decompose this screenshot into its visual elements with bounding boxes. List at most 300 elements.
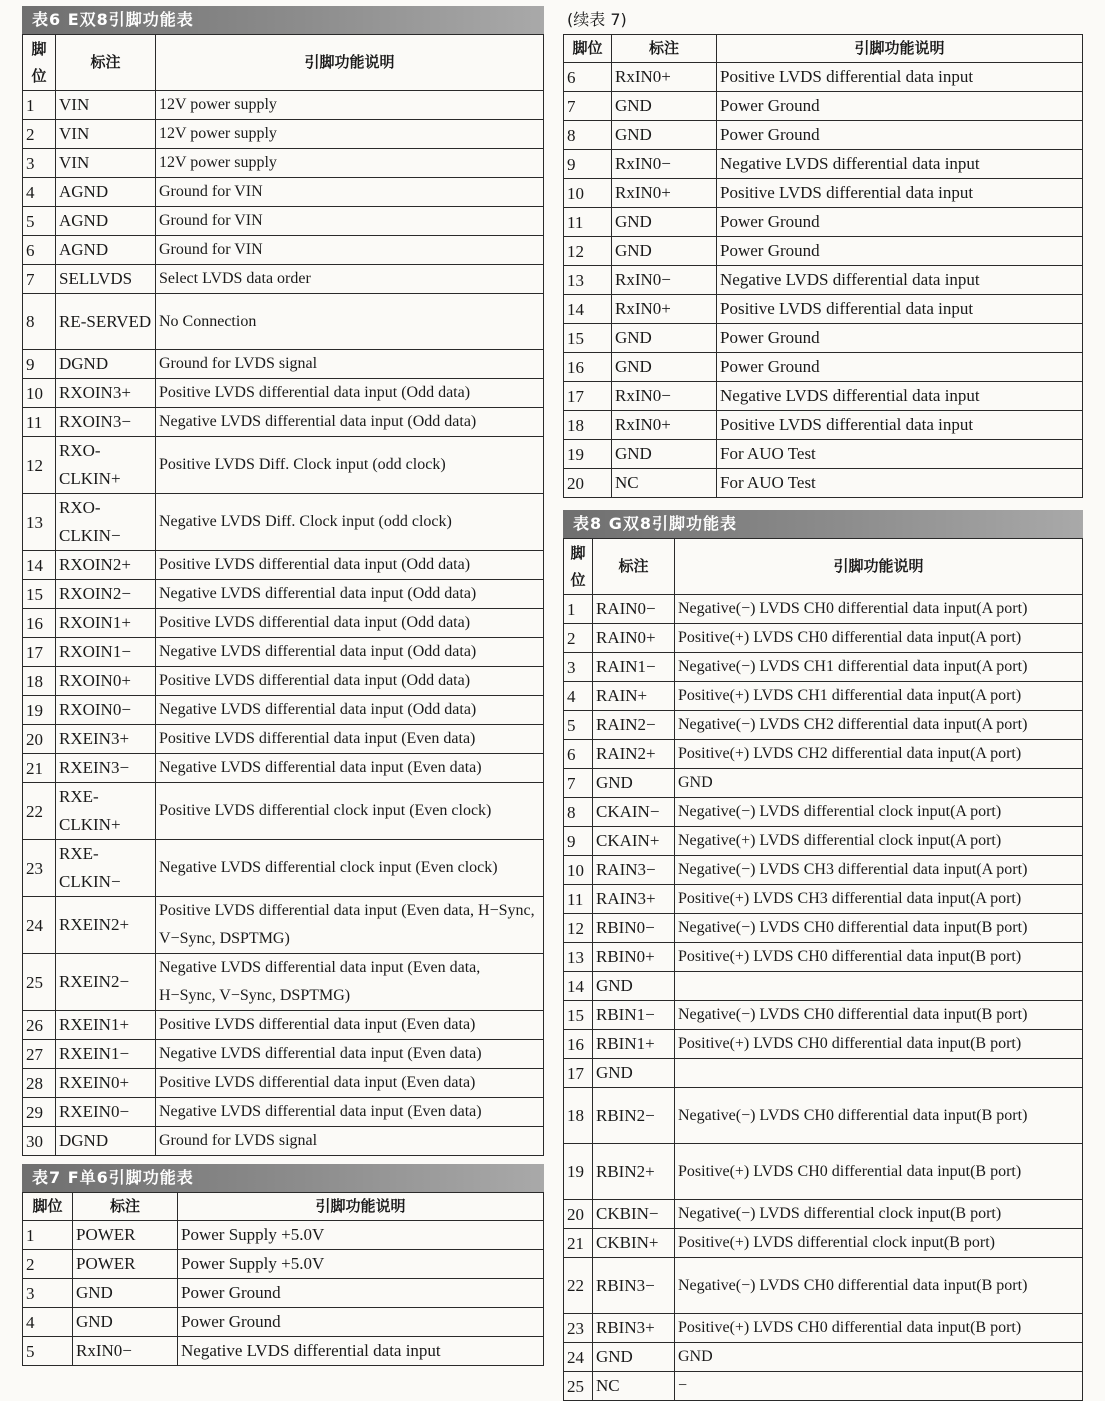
table8-cell-pin: 20 bbox=[564, 1200, 593, 1229]
table8-cell-desc bbox=[675, 972, 1083, 1001]
table7cont-cell-pin: 18 bbox=[564, 411, 612, 440]
table8-cell-desc: Positive(+) LVDS CH0 differential data input(A port) bbox=[675, 624, 1083, 653]
table6-cell-desc: Negative LVDS differential data input (Odd data) bbox=[156, 696, 544, 725]
table6-cell-desc: Positive LVDS differential data input (Even data) bbox=[156, 1069, 544, 1098]
table6-row bbox=[23, 494, 544, 551]
table7cont-cell-label: RxIN0+ bbox=[612, 179, 717, 208]
table6-cell-desc: 12V power supply bbox=[156, 149, 544, 178]
table8-cell-pin: 3 bbox=[564, 653, 593, 682]
table8-cell-desc: Positive(+) LVDS CH0 differential data input(B port) bbox=[675, 943, 1083, 972]
table7cont-row bbox=[564, 295, 1083, 324]
table6-row bbox=[23, 1011, 544, 1040]
table7cont-cell-desc: Power Ground bbox=[717, 324, 1083, 353]
table6-cell-pin: 6 bbox=[23, 236, 56, 265]
table7-cell-pin: 2 bbox=[23, 1250, 73, 1279]
table7-cell-desc: Power Ground bbox=[178, 1308, 544, 1337]
table6-cell-label: VIN bbox=[56, 149, 156, 178]
table7cont-cell-desc: Power Ground bbox=[717, 92, 1083, 121]
table7-continued-body bbox=[564, 63, 1083, 498]
table6-header-label: 标注 bbox=[56, 35, 156, 91]
table6-body bbox=[23, 91, 544, 1156]
table8-cell-label: RAIN0− bbox=[593, 595, 675, 624]
table8-cell-pin: 7 bbox=[564, 769, 593, 798]
table7-header-desc: 引脚功能说明 bbox=[178, 1193, 544, 1221]
table7-row bbox=[23, 1308, 544, 1337]
table8-cell-label: RAIN+ bbox=[593, 682, 675, 711]
table8-row bbox=[564, 1229, 1083, 1258]
table7-cell-desc: Negative LVDS differential data input bbox=[178, 1337, 544, 1366]
table8-cell-desc: Negative(+) LVDS differential clock input(A port) bbox=[675, 827, 1083, 856]
table6-cell-label: RXEIN3− bbox=[56, 754, 156, 783]
table7cont-header-desc: 引脚功能说明 bbox=[717, 35, 1083, 63]
table8-row bbox=[564, 798, 1083, 827]
table7cont-cell-desc: Power Ground bbox=[717, 208, 1083, 237]
table6-cell-pin: 12 bbox=[23, 437, 56, 494]
table8-cell-pin: 11 bbox=[564, 885, 593, 914]
table6-cell-desc: Positive LVDS differential data input (Odd data) bbox=[156, 551, 544, 580]
table8-cell-pin: 14 bbox=[564, 972, 593, 1001]
table6-cell-label: RXOIN3+ bbox=[56, 379, 156, 408]
table8-cell-pin: 22 bbox=[564, 1258, 593, 1314]
table7cont-cell-desc: Positive LVDS differential data input bbox=[717, 411, 1083, 440]
table6-cell-pin: 29 bbox=[23, 1098, 56, 1127]
table6-cell-label: RXOIN2− bbox=[56, 580, 156, 609]
table8-cell-desc: Negative(−) LVDS CH3 differential data input(A port) bbox=[675, 856, 1083, 885]
table7cont-cell-desc: For AUO Test bbox=[717, 440, 1083, 469]
table6-cell-label: RXEIN0+ bbox=[56, 1069, 156, 1098]
table7cont-cell-desc: Power Ground bbox=[717, 121, 1083, 150]
table7-cell-label: POWER bbox=[73, 1221, 178, 1250]
table6-cell-label: RXOIN1+ bbox=[56, 609, 156, 638]
table6-cell-desc: Ground for VIN bbox=[156, 207, 544, 236]
table6-cell-desc: 12V power supply bbox=[156, 120, 544, 149]
table8-row bbox=[564, 1088, 1083, 1144]
table7cont-cell-pin: 17 bbox=[564, 382, 612, 411]
table7cont-cell-label: NC bbox=[612, 469, 717, 498]
table8-row bbox=[564, 1059, 1083, 1088]
table6-cell-pin: 27 bbox=[23, 1040, 56, 1069]
table7-row bbox=[23, 1337, 544, 1366]
table7cont-cell-label: RxIN0− bbox=[612, 266, 717, 295]
table8-cell-label: RBIN3− bbox=[593, 1258, 675, 1314]
table8-row bbox=[564, 653, 1083, 682]
table8-cell-desc: Negative(−) LVDS CH0 differential data input(B port) bbox=[675, 1258, 1083, 1314]
table8-cell-pin: 24 bbox=[564, 1343, 593, 1372]
table7-cell-pin: 3 bbox=[23, 1279, 73, 1308]
table8-cell-desc: Negative(−) LVDS CH1 differential data input(A port) bbox=[675, 653, 1083, 682]
table7-title: 表7 F单6引脚功能表 bbox=[22, 1164, 544, 1192]
table6-row bbox=[23, 609, 544, 638]
table7cont-cell-label: RxIN0+ bbox=[612, 63, 717, 92]
table6-row bbox=[23, 1040, 544, 1069]
table6-cell-pin: 24 bbox=[23, 897, 56, 954]
table8-cell-label: RBIN3+ bbox=[593, 1314, 675, 1343]
table6-cell-pin: 17 bbox=[23, 638, 56, 667]
table8-cell-pin: 10 bbox=[564, 856, 593, 885]
table8-row bbox=[564, 1030, 1083, 1059]
table7cont-cell-pin: 11 bbox=[564, 208, 612, 237]
table6-row bbox=[23, 236, 544, 265]
table8-cell-pin: 19 bbox=[564, 1144, 593, 1200]
table7cont-row bbox=[564, 92, 1083, 121]
table7cont-cell-desc: Power Ground bbox=[717, 353, 1083, 382]
table6-row bbox=[23, 91, 544, 120]
table6-row bbox=[23, 350, 544, 379]
table6-cell-desc: Positive LVDS differential data input (Odd data) bbox=[156, 609, 544, 638]
table8-cell-desc: Positive(+) LVDS CH1 differential data input(A port) bbox=[675, 682, 1083, 711]
table6-cell-label: DGND bbox=[56, 1127, 156, 1156]
table7cont-cell-pin: 14 bbox=[564, 295, 612, 324]
table6-cell-label: RXEIN2− bbox=[56, 954, 156, 1011]
table6-cell-pin: 15 bbox=[23, 580, 56, 609]
table7cont-row bbox=[564, 63, 1083, 92]
table8-cell-desc: Negative(−) LVDS CH0 differential data input(A port) bbox=[675, 595, 1083, 624]
table8-cell-pin: 15 bbox=[564, 1001, 593, 1030]
table6-cell-pin: 22 bbox=[23, 783, 56, 840]
table6 bbox=[22, 34, 544, 1156]
table7-row bbox=[23, 1221, 544, 1250]
table7-cell-label: RxIN0− bbox=[73, 1337, 178, 1366]
table8-cell-pin: 12 bbox=[564, 914, 593, 943]
table7cont-cell-label: GND bbox=[612, 237, 717, 266]
table7cont-cell-desc: For AUO Test bbox=[717, 469, 1083, 498]
table7cont-cell-desc: Negative LVDS differential data input bbox=[717, 150, 1083, 179]
table7cont-header-label: 标注 bbox=[612, 35, 717, 63]
table8-cell-pin: 16 bbox=[564, 1030, 593, 1059]
table7-cell-label: POWER bbox=[73, 1250, 178, 1279]
table6-cell-label: RXEIN1+ bbox=[56, 1011, 156, 1040]
table6-cell-pin: 19 bbox=[23, 696, 56, 725]
table7cont-cell-label: GND bbox=[612, 324, 717, 353]
table6-cell-pin: 26 bbox=[23, 1011, 56, 1040]
table8-cell-label: GND bbox=[593, 1059, 675, 1088]
table6-cell-pin: 28 bbox=[23, 1069, 56, 1098]
table6-cell-pin: 4 bbox=[23, 178, 56, 207]
table6-cell-desc: Negative LVDS differential data input (Odd data) bbox=[156, 408, 544, 437]
table6-row bbox=[23, 551, 544, 580]
table6-cell-label: RXOIN0− bbox=[56, 696, 156, 725]
table8-row bbox=[564, 624, 1083, 653]
table6-row bbox=[23, 897, 544, 954]
table8-cell-label: RAIN2+ bbox=[593, 740, 675, 769]
table8-cell-desc: Negative(−) LVDS CH2 differential data input(A port) bbox=[675, 711, 1083, 740]
table7cont-cell-desc: Positive LVDS differential data input bbox=[717, 179, 1083, 208]
table8-cell-label: RAIN3− bbox=[593, 856, 675, 885]
table6-cell-desc: 12V power supply bbox=[156, 91, 544, 120]
table6-cell-pin: 23 bbox=[23, 840, 56, 897]
table6-cell-desc: No Connection bbox=[156, 294, 544, 350]
table6-cell-label: RXOIN0+ bbox=[56, 667, 156, 696]
table6-cell-pin: 2 bbox=[23, 120, 56, 149]
table6-title: 表6 E双8引脚功能表 bbox=[22, 6, 544, 34]
table6-row bbox=[23, 1098, 544, 1127]
table7cont-row bbox=[564, 353, 1083, 382]
table7cont-row bbox=[564, 237, 1083, 266]
table6-cell-desc: Positive LVDS differential data input (Odd data) bbox=[156, 379, 544, 408]
table6-cell-pin: 8 bbox=[23, 294, 56, 350]
table6-row bbox=[23, 437, 544, 494]
table7-cell-pin: 5 bbox=[23, 1337, 73, 1366]
table6-cell-label: RXE-CLKIN− bbox=[56, 840, 156, 897]
table7-header-pin: 脚位 bbox=[23, 1193, 73, 1221]
table8-row bbox=[564, 682, 1083, 711]
table8-cell-pin: 1 bbox=[564, 595, 593, 624]
table8-cell-desc: Negative(−) LVDS differential clock input(A port) bbox=[675, 798, 1083, 827]
table8-cell-label: RAIN0+ bbox=[593, 624, 675, 653]
table7cont-cell-label: RxIN0− bbox=[612, 150, 717, 179]
table8-cell-label: CKBIN+ bbox=[593, 1229, 675, 1258]
table6-cell-desc: Negative LVDS differential data input (Even data) bbox=[156, 1098, 544, 1127]
table8-cell-label: GND bbox=[593, 769, 675, 798]
table7cont-cell-pin: 12 bbox=[564, 237, 612, 266]
table8-row bbox=[564, 885, 1083, 914]
table6-cell-desc: Negative LVDS differential data input (Odd data) bbox=[156, 638, 544, 667]
table7cont-row bbox=[564, 411, 1083, 440]
table8-row bbox=[564, 711, 1083, 740]
table7-continued-title: (续表 7) bbox=[567, 10, 627, 29]
table7cont-row bbox=[564, 382, 1083, 411]
table8-cell-desc: Positive(+) LVDS CH0 differential data input(B port) bbox=[675, 1314, 1083, 1343]
table8-cell-desc: GND bbox=[675, 769, 1083, 798]
table8-row bbox=[564, 827, 1083, 856]
table8-cell-desc: Negative(−) LVDS CH0 differential data input(B port) bbox=[675, 914, 1083, 943]
table8-header-desc: 引脚功能说明 bbox=[675, 539, 1083, 595]
table6-row bbox=[23, 178, 544, 207]
table8-row bbox=[564, 856, 1083, 885]
table7cont-cell-label: GND bbox=[612, 353, 717, 382]
table7cont-cell-label: GND bbox=[612, 121, 717, 150]
table6-cell-pin: 10 bbox=[23, 379, 56, 408]
table8-cell-desc: Positive(+) LVDS CH3 differential data input(A port) bbox=[675, 885, 1083, 914]
table7cont-row bbox=[564, 150, 1083, 179]
table6-cell-pin: 21 bbox=[23, 754, 56, 783]
table6-row bbox=[23, 696, 544, 725]
table6-row bbox=[23, 638, 544, 667]
table6-cell-desc: Positive LVDS differential data input (Even data) bbox=[156, 1011, 544, 1040]
table8-cell-pin: 8 bbox=[564, 798, 593, 827]
table6-row bbox=[23, 379, 544, 408]
table8-cell-label: CKAIN− bbox=[593, 798, 675, 827]
table8-cell-desc: − bbox=[675, 1372, 1083, 1401]
table6-cell-label: VIN bbox=[56, 120, 156, 149]
table8-cell-pin: 4 bbox=[564, 682, 593, 711]
table6-cell-pin: 11 bbox=[23, 408, 56, 437]
table6-row bbox=[23, 1069, 544, 1098]
table6-cell-desc: Positive LVDS differential data input (Odd data) bbox=[156, 667, 544, 696]
table8-cell-desc: Negative(−) LVDS differential clock input(B port) bbox=[675, 1200, 1083, 1229]
table6-cell-pin: 20 bbox=[23, 725, 56, 754]
table6-cell-label: RXEIN3+ bbox=[56, 725, 156, 754]
table8-cell-pin: 6 bbox=[564, 740, 593, 769]
table8-header-pin: 脚位 bbox=[564, 539, 593, 595]
table6-row bbox=[23, 754, 544, 783]
table6-cell-desc: Negative LVDS differential clock input (Even clock) bbox=[156, 840, 544, 897]
table8-body bbox=[564, 595, 1083, 1401]
table8-cell-label: RAIN2− bbox=[593, 711, 675, 740]
table8-row bbox=[564, 595, 1083, 624]
table6-cell-label: RXO-CLKIN− bbox=[56, 494, 156, 551]
table8-row bbox=[564, 1372, 1083, 1401]
table6-row bbox=[23, 408, 544, 437]
table6-cell-pin: 1 bbox=[23, 91, 56, 120]
table6-cell-label: AGND bbox=[56, 178, 156, 207]
right-column bbox=[563, 6, 1083, 1401]
table7cont-cell-desc: Positive LVDS differential data input bbox=[717, 295, 1083, 324]
table6-cell-pin: 5 bbox=[23, 207, 56, 236]
table8-cell-pin: 5 bbox=[564, 711, 593, 740]
table6-row bbox=[23, 580, 544, 609]
table8-row bbox=[564, 1314, 1083, 1343]
table6-cell-label: RXEIN0− bbox=[56, 1098, 156, 1127]
table7cont-cell-label: GND bbox=[612, 208, 717, 237]
table7cont-cell-pin: 8 bbox=[564, 121, 612, 150]
table8-cell-label: RBIN1+ bbox=[593, 1030, 675, 1059]
table8-cell-desc: Positive(+) LVDS differential clock input(B port) bbox=[675, 1229, 1083, 1258]
table6-row bbox=[23, 294, 544, 350]
table8-row bbox=[564, 740, 1083, 769]
table6-cell-pin: 14 bbox=[23, 551, 56, 580]
table7-cell-label: GND bbox=[73, 1308, 178, 1337]
table7cont-cell-pin: 10 bbox=[564, 179, 612, 208]
table6-cell-desc: Ground for LVDS signal bbox=[156, 1127, 544, 1156]
table6-row bbox=[23, 265, 544, 294]
table7-cell-pin: 1 bbox=[23, 1221, 73, 1250]
table8-cell-label: RAIN1− bbox=[593, 653, 675, 682]
table7-row bbox=[23, 1250, 544, 1279]
table8-cell-label: RBIN1− bbox=[593, 1001, 675, 1030]
table8-cell-desc: GND bbox=[675, 1343, 1083, 1372]
table6-cell-desc: Select LVDS data order bbox=[156, 265, 544, 294]
table6-cell-pin: 9 bbox=[23, 350, 56, 379]
table8-row bbox=[564, 1258, 1083, 1314]
table6-cell-label: RXOIN3− bbox=[56, 408, 156, 437]
table6-cell-pin: 30 bbox=[23, 1127, 56, 1156]
table7-body bbox=[23, 1221, 544, 1366]
table8-row bbox=[564, 1343, 1083, 1372]
table6-cell-desc: Ground for VIN bbox=[156, 236, 544, 265]
table8-row bbox=[564, 1200, 1083, 1229]
table8-cell-label: CKBIN− bbox=[593, 1200, 675, 1229]
table8-cell-desc: Positive(+) LVDS CH0 differential data input(B port) bbox=[675, 1030, 1083, 1059]
table7-continued bbox=[563, 34, 1083, 498]
table8-cell-pin: 21 bbox=[564, 1229, 593, 1258]
table8-row bbox=[564, 943, 1083, 972]
table7-cell-pin: 4 bbox=[23, 1308, 73, 1337]
table6-row bbox=[23, 120, 544, 149]
table7cont-cell-pin: 19 bbox=[564, 440, 612, 469]
table6-row bbox=[23, 207, 544, 236]
table6-row bbox=[23, 1127, 544, 1156]
table6-cell-pin: 25 bbox=[23, 954, 56, 1011]
table8-cell-pin: 23 bbox=[564, 1314, 593, 1343]
table6-cell-desc: Negative LVDS differential data input (Even data, H−Sync, V−Sync, DSPTMG) bbox=[156, 954, 544, 1011]
table8-cell-label: RBIN2− bbox=[593, 1088, 675, 1144]
table8 bbox=[563, 538, 1083, 1401]
table7-header-label: 标注 bbox=[73, 1193, 178, 1221]
table8-row bbox=[564, 972, 1083, 1001]
table6-header-desc: 引脚功能说明 bbox=[156, 35, 544, 91]
table8-cell-label: CKAIN+ bbox=[593, 827, 675, 856]
table6-row bbox=[23, 783, 544, 840]
table7cont-cell-label: RxIN0− bbox=[612, 382, 717, 411]
table8-title: 表8 G双8引脚功能表 bbox=[563, 510, 1083, 538]
table8-cell-desc: Negative(−) LVDS CH0 differential data input(B port) bbox=[675, 1088, 1083, 1144]
table7cont-row bbox=[564, 324, 1083, 353]
table6-cell-pin: 7 bbox=[23, 265, 56, 294]
table7cont-header-pin: 脚位 bbox=[564, 35, 612, 63]
table6-row bbox=[23, 954, 544, 1011]
table8-cell-label: RBIN0− bbox=[593, 914, 675, 943]
table7-cell-label: GND bbox=[73, 1279, 178, 1308]
table6-cell-desc: Positive LVDS differential data input (Even data, H−Sync, V−Sync, DSPTMG) bbox=[156, 897, 544, 954]
table6-cell-pin: 16 bbox=[23, 609, 56, 638]
table6-cell-desc: Negative LVDS Diff. Clock input (odd clock) bbox=[156, 494, 544, 551]
table7cont-cell-pin: 16 bbox=[564, 353, 612, 382]
table8-row bbox=[564, 1144, 1083, 1200]
table6-cell-label: RXOIN1− bbox=[56, 638, 156, 667]
table8-header-label: 标注 bbox=[593, 539, 675, 595]
table7cont-row bbox=[564, 440, 1083, 469]
table6-cell-desc: Ground for LVDS signal bbox=[156, 350, 544, 379]
table7cont-cell-pin: 20 bbox=[564, 469, 612, 498]
table7cont-cell-desc: Negative LVDS differential data input bbox=[717, 382, 1083, 411]
table8-row bbox=[564, 769, 1083, 798]
table8-row bbox=[564, 1001, 1083, 1030]
table7-cell-desc: Power Supply +5.0V bbox=[178, 1250, 544, 1279]
table6-cell-label: RXOIN2+ bbox=[56, 551, 156, 580]
table8-cell-desc: Negative(−) LVDS CH0 differential data input(B port) bbox=[675, 1001, 1083, 1030]
table7cont-cell-label: GND bbox=[612, 440, 717, 469]
table7cont-row bbox=[564, 121, 1083, 150]
table7cont-cell-pin: 15 bbox=[564, 324, 612, 353]
table8-cell-pin: 25 bbox=[564, 1372, 593, 1401]
table7cont-cell-pin: 13 bbox=[564, 266, 612, 295]
table6-cell-label: RXEIN2+ bbox=[56, 897, 156, 954]
table6-cell-label: VIN bbox=[56, 91, 156, 120]
table7cont-cell-desc: Negative LVDS differential data input bbox=[717, 266, 1083, 295]
table6-cell-label: DGND bbox=[56, 350, 156, 379]
table7cont-cell-label: GND bbox=[612, 92, 717, 121]
table6-cell-label: SELLVDS bbox=[56, 265, 156, 294]
table7cont-row bbox=[564, 208, 1083, 237]
table6-cell-pin: 3 bbox=[23, 149, 56, 178]
table8-cell-pin: 13 bbox=[564, 943, 593, 972]
table6-row bbox=[23, 149, 544, 178]
table7cont-cell-desc: Power Ground bbox=[717, 237, 1083, 266]
table6-cell-desc: Negative LVDS differential data input (Odd data) bbox=[156, 580, 544, 609]
table6-header-pin: 脚位 bbox=[23, 35, 56, 91]
table6-cell-label: RXO-CLKIN+ bbox=[56, 437, 156, 494]
table8-cell-desc: Positive(+) LVDS CH2 differential data input(A port) bbox=[675, 740, 1083, 769]
table8-cell-desc bbox=[675, 1059, 1083, 1088]
table8-cell-pin: 2 bbox=[564, 624, 593, 653]
table6-cell-pin: 18 bbox=[23, 667, 56, 696]
table8-cell-label: GND bbox=[593, 1343, 675, 1372]
table6-cell-desc: Ground for VIN bbox=[156, 178, 544, 207]
table8-cell-pin: 18 bbox=[564, 1088, 593, 1144]
table8-cell-label: RBIN0+ bbox=[593, 943, 675, 972]
table8-cell-pin: 17 bbox=[564, 1059, 593, 1088]
table8-cell-label: RBIN2+ bbox=[593, 1144, 675, 1200]
table6-cell-label: AGND bbox=[56, 236, 156, 265]
table6-cell-desc: Positive LVDS differential data input (Even data) bbox=[156, 725, 544, 754]
table6-cell-desc: Negative LVDS differential data input (Even data) bbox=[156, 1040, 544, 1069]
table7cont-cell-label: RxIN0+ bbox=[612, 295, 717, 324]
table7cont-row bbox=[564, 266, 1083, 295]
table7 bbox=[22, 1192, 544, 1366]
table6-cell-desc: Positive LVDS Diff. Clock input (odd clock) bbox=[156, 437, 544, 494]
table8-row bbox=[564, 914, 1083, 943]
